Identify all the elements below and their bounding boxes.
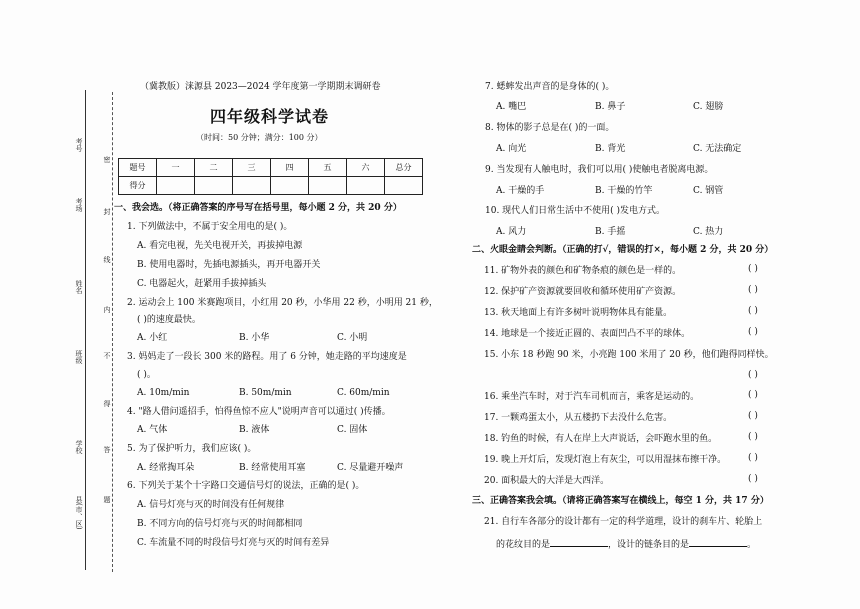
score-cell[interactable] bbox=[195, 177, 233, 195]
q7-option-a: A. 嘴巴 bbox=[496, 102, 527, 112]
q21-text-pre: 的花纹目的是 bbox=[496, 540, 551, 550]
question-3: 3. 妈妈走了一段长 300 米的路程。用了 6 分钟，她走路的平均速度是 bbox=[127, 352, 407, 362]
q8-option-b: B. 背光 bbox=[595, 144, 626, 154]
seal-char: 答 bbox=[103, 446, 111, 453]
q5-option-b: B. 经常使用耳塞 bbox=[239, 463, 306, 473]
q1-option-a: A. 看完电视，先关电视开关，再拔掉电源 bbox=[137, 241, 303, 251]
q5-option-a: A. 经常掏耳朵 bbox=[137, 463, 195, 473]
q4-option-b: B. 液体 bbox=[239, 425, 270, 435]
binding-line bbox=[85, 90, 86, 570]
score-header: 四 bbox=[271, 159, 309, 177]
q10-option-a: A. 风力 bbox=[496, 227, 527, 237]
judge-paren[interactable]: ( ) bbox=[748, 453, 758, 463]
score-cell[interactable] bbox=[233, 177, 271, 195]
q1-option-b: B. 使用电器时，先插电源插头，再开电器开关 bbox=[137, 260, 321, 270]
q7-option-c: C. 翅膀 bbox=[693, 102, 724, 112]
score-header: 六 bbox=[347, 159, 385, 177]
section-three-heading: 三、正确答案我会填。（请将正确答案写在横线上，每空 1 分，共 17 分） bbox=[472, 496, 769, 506]
score-cell[interactable] bbox=[157, 177, 195, 195]
seal-dashed-line bbox=[112, 92, 113, 572]
q3-option-a: A. 10m/min bbox=[137, 388, 190, 398]
judge-paren[interactable]: ( ) bbox=[748, 370, 758, 380]
q9-option-a: A. 干燥的手 bbox=[496, 186, 545, 196]
q3-option-c: C. 60m/min bbox=[337, 388, 390, 398]
judge-item-13: 13. 秋天地面上有许多树叶说明物体具有能量。 bbox=[484, 308, 673, 318]
judge-item-20: 20. 面积最大的大洋是大西洋。 bbox=[484, 476, 610, 486]
binding-label-county: 县(市、区) bbox=[75, 496, 83, 530]
q21-blank-1[interactable] bbox=[550, 538, 608, 547]
judge-paren[interactable]: ( ) bbox=[748, 432, 758, 442]
binding-label-school: 学校 bbox=[75, 440, 83, 454]
q2-option-c: C. 小明 bbox=[337, 333, 368, 343]
q10-option-b: B. 手摇 bbox=[595, 227, 626, 237]
score-header: 题号 bbox=[119, 159, 157, 177]
q21-text-end: 。 bbox=[747, 540, 757, 550]
question-10: 10. 现代人们日常生活中不使用( )发电方式。 bbox=[485, 206, 666, 216]
seal-char: 封 bbox=[103, 208, 111, 215]
binding-label-kaochang: 考场 bbox=[75, 198, 83, 212]
score-cell[interactable] bbox=[271, 177, 309, 195]
section-two-heading: 二、火眼金睛会判断。（正确的打√，错误的打×，每小题 2 分，共 20 分） bbox=[472, 245, 774, 255]
score-header: 二 bbox=[195, 159, 233, 177]
judge-paren[interactable]: ( ) bbox=[748, 474, 758, 484]
q4-option-c: C. 固体 bbox=[337, 425, 368, 435]
exam-title: 四年级科学试卷 bbox=[210, 107, 330, 126]
q2-option-b: B. 小华 bbox=[239, 333, 270, 343]
binding-label-name: 姓名 bbox=[75, 280, 83, 294]
score-header: 一 bbox=[157, 159, 195, 177]
judge-item-15: 15. 小东 18 秒跑 90 米，小亮跑 100 米用了 20 秒，他们跑得同样快。 bbox=[484, 350, 774, 360]
score-cell[interactable] bbox=[309, 177, 347, 195]
judge-item-17: 17. 一颗鸡蛋太小，从五楼扔下去没什么危害。 bbox=[484, 413, 673, 423]
q4-option-a: A. 气体 bbox=[137, 425, 168, 435]
judge-item-16: 16. 乘坐汽车时，对于汽车司机而言，乘客是运动的。 bbox=[484, 392, 700, 402]
score-cell[interactable] bbox=[385, 177, 423, 195]
seal-char: 内 bbox=[103, 306, 111, 313]
question-21: 21. 自行车各部分的设计都有一定的科学道理，设计的刹车片、轮胎上 bbox=[484, 517, 763, 527]
q5-option-c: C. 尽量避开噪声 bbox=[337, 463, 404, 473]
judge-item-18: 18. 钓鱼的时候，有人在岸上大声说话，会吓跑水里的鱼。 bbox=[484, 434, 718, 444]
q2-option-a: A. 小红 bbox=[137, 333, 168, 343]
q1-option-c: C. 电器起火，赶紧用手拔掉插头 bbox=[137, 279, 267, 289]
q10-option-c: C. 热力 bbox=[693, 227, 724, 237]
score-header: 三 bbox=[233, 159, 271, 177]
question-8: 8. 物体的影子总是在( )的一面。 bbox=[485, 123, 615, 133]
judge-paren[interactable]: ( ) bbox=[748, 306, 758, 316]
judge-paren[interactable]: ( ) bbox=[748, 285, 758, 295]
seal-char: 得 bbox=[103, 400, 111, 407]
judge-item-12: 12. 保护矿产资源就要回收和循环使用矿产资源。 bbox=[484, 287, 682, 297]
q3-option-b: B. 50m/min bbox=[239, 388, 292, 398]
judge-paren[interactable]: ( ) bbox=[748, 327, 758, 337]
q21-text-mid: ，设计的链条目的是 bbox=[608, 540, 690, 550]
binding-label-class: 班级 bbox=[75, 350, 83, 364]
q6-option-b: B. 不同方向的信号灯亮与灭的时间都相同 bbox=[137, 519, 303, 529]
judge-paren[interactable]: ( ) bbox=[748, 411, 758, 421]
score-table bbox=[118, 158, 423, 195]
question-5: 5. 为了保护听力，我们应该( )。 bbox=[127, 444, 257, 454]
q9-option-b: B. 干燥的竹竿 bbox=[595, 186, 653, 196]
question-7: 7. 蟋蟀发出声音的是身体的( )。 bbox=[485, 82, 615, 92]
score-cell[interactable] bbox=[347, 177, 385, 195]
question-2: 2. 运动会上 100 米赛跑项目，小红用 20 秒，小华用 22 秒，小明用 21 秒， bbox=[127, 298, 438, 308]
seal-char: 线 bbox=[103, 256, 111, 263]
question-1: 1. 下列做法中，不属于安全用电的是( )。 bbox=[127, 222, 293, 232]
question-3-cont: ( )。 bbox=[137, 370, 156, 380]
judge-item-11: 11. 矿物外表的颜色和矿物条痕的颜色是一样的。 bbox=[484, 266, 682, 276]
question-9: 9. 当发现有人触电时，我们可以用( )使触电者脱离电源。 bbox=[485, 165, 714, 175]
question-6: 6. 下列关于某个十字路口交通信号灯的说法，正确的是( )。 bbox=[127, 481, 365, 491]
judge-paren[interactable]: ( ) bbox=[748, 264, 758, 274]
q9-option-c: C. 钢管 bbox=[693, 186, 724, 196]
question-21-cont bbox=[496, 538, 756, 551]
exam-time-note: （时间：50 分钟；满分：100 分） bbox=[196, 133, 323, 142]
q8-option-a: A. 向光 bbox=[496, 144, 527, 154]
score-header: 总分 bbox=[385, 159, 423, 177]
section-one-heading: 一、我会选。（将正确答案的序号写在括号里，每小题 2 分，共 20 分） bbox=[114, 203, 402, 213]
question-2-cont: ( )的速度最快。 bbox=[137, 315, 201, 325]
question-4: 4. "路人借问遥招手，怕得鱼惊不应人"说明声音可以通过( )传播。 bbox=[127, 407, 391, 417]
judge-item-14: 14. 地球是一个接近正圆的、表面凹凸不平的球体。 bbox=[484, 329, 691, 339]
seal-char: 题 bbox=[103, 496, 111, 503]
judge-paren[interactable]: ( ) bbox=[748, 390, 758, 400]
q21-blank-2[interactable] bbox=[689, 538, 747, 547]
binding-label-kaohao: 考号 bbox=[75, 138, 83, 152]
q6-option-c: C. 车流量不同的时段信号灯亮与灭的时间有差异 bbox=[137, 538, 330, 548]
seal-char: 不 bbox=[103, 352, 111, 359]
q8-option-c: C. 无法确定 bbox=[693, 144, 742, 154]
exam-subtitle: （冀教版）涞源县 2023—2024 学年度第一学期期末调研卷 bbox=[140, 82, 381, 92]
judge-item-19: 19. 晚上开灯后，发现灯泡上有灰尘，可以用湿抹布擦干净。 bbox=[484, 455, 727, 465]
score-row-label: 得分 bbox=[119, 177, 157, 195]
q7-option-b: B. 鼻子 bbox=[595, 102, 626, 112]
q6-option-a: A. 信号灯亮与灭的时间没有任何规律 bbox=[137, 500, 285, 510]
score-header: 五 bbox=[309, 159, 347, 177]
seal-char: 密 bbox=[103, 156, 111, 163]
